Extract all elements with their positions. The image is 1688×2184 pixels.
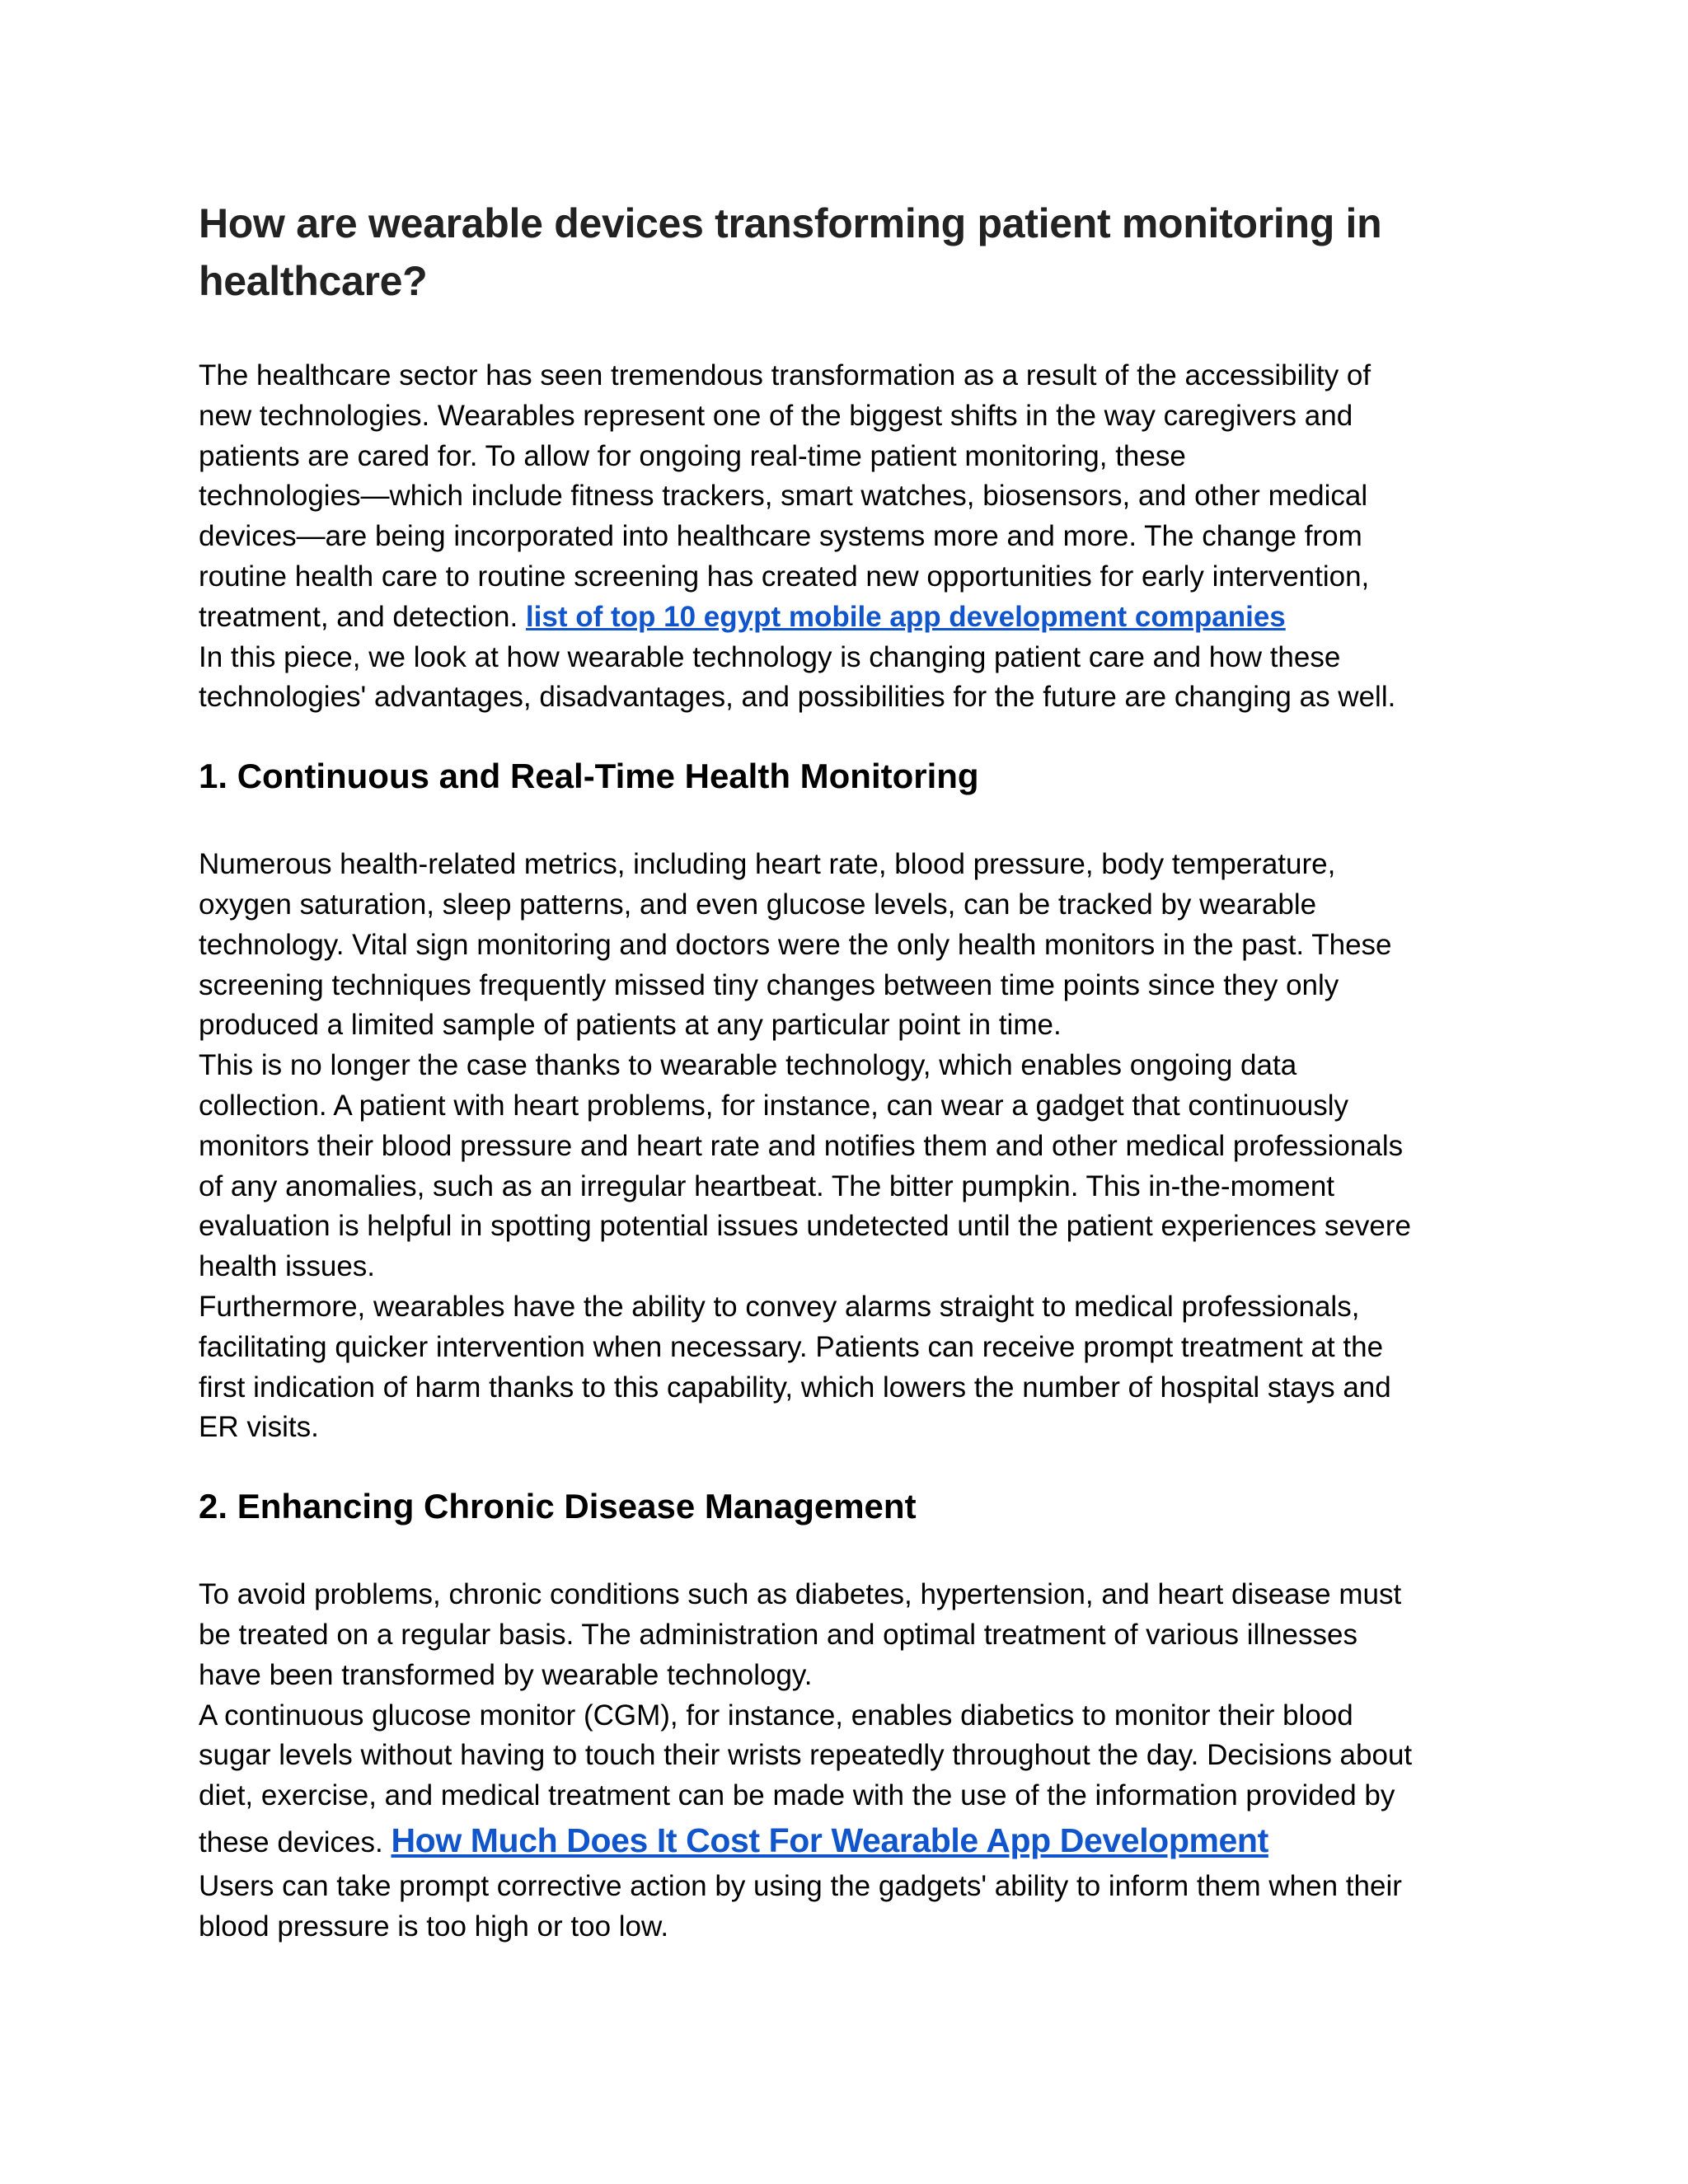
- title-line: healthcare?: [199, 258, 428, 304]
- section1-paragraph: [199, 845, 1493, 1448]
- section-heading-continuous-monitoring: 1. Continuous and Real-Time Health Monitoring: [199, 757, 979, 796]
- text-line: health issues.: [199, 1250, 376, 1283]
- wearable-app-cost-link[interactable]: How Much Does It Cost For Wearable App Development: [391, 1821, 1268, 1859]
- text-line: evaluation is helpful in spotting potential issues undetected until the patient experiences severe: [199, 1210, 1411, 1243]
- text-line: A continuous glucose monitor (CGM), for instance, enables diabetics to monitor their blood: [199, 1699, 1353, 1732]
- text-line: Furthermore, wearables have the ability to convey alarms straight to medical professionals,: [199, 1290, 1360, 1323]
- text-line: be treated on a regular basis. The administration and optimal treatment of various illnesses: [199, 1618, 1357, 1651]
- text-line: technologies' advantages, disadvantages, and possibilities for the future are changing as well.: [199, 681, 1396, 714]
- text-line-with-link: [199, 598, 1493, 638]
- document-title: [199, 194, 1493, 310]
- text-line: of any anomalies, such as an irregular heartbeat. The bitter pumpkin. This in-the-moment: [199, 1169, 1335, 1202]
- text-line: diet, exercise, and medical treatment can be made with the use of the information provided by: [199, 1779, 1395, 1812]
- text-line: oxygen saturation, sleep patterns, and even glucose levels, can be tracked by wearable: [199, 888, 1317, 921]
- text-line: have been transformed by wearable technology.: [199, 1658, 813, 1691]
- intro-paragraph: [199, 356, 1493, 718]
- section-heading-chronic-disease: 2. Enhancing Chronic Disease Management: [199, 1487, 917, 1526]
- text-line: technologies—which include fitness trackers, smart watches, biosensors, and other medical: [199, 480, 1368, 513]
- text-line: Users can take prompt corrective action by using the gadgets' ability to inform them when their: [199, 1869, 1402, 1902]
- text-line: new technologies. Wearables represent one of the biggest shifts in the way caregivers and: [199, 399, 1353, 432]
- title-line: How are wearable devices transforming patient monitoring in: [199, 200, 1382, 246]
- text-line: collection. A patient with heart problems, for instance, can wear a gadget that continuously: [199, 1089, 1348, 1122]
- text-line: This is no longer the case thanks to wearable technology, which enables ongoing data: [199, 1049, 1297, 1082]
- text-line: To avoid problems, chronic conditions such as diabetes, hypertension, and heart disease must: [199, 1578, 1402, 1611]
- text-line: patients are cared for. To allow for ongoing real-time patient monitoring, these: [199, 439, 1186, 472]
- text-line: screening techniques frequently missed tiny changes between time points since they only: [199, 968, 1339, 1001]
- text-line: monitors their blood pressure and heart rate and notifies them and other medical professionals: [199, 1129, 1404, 1162]
- text-line: routine health care to routine screening has created new opportunities for early intervention,: [199, 560, 1370, 593]
- text-line: ER visits.: [199, 1411, 319, 1444]
- egypt-companies-link[interactable]: list of top 10 egypt mobile app development companies: [525, 600, 1286, 633]
- text-line: Numerous health-related metrics, including heart rate, blood pressure, body temperature,: [199, 848, 1336, 881]
- text-line: devices—are being incorporated into healthcare systems more and more. The change from: [199, 520, 1362, 553]
- text-line: The healthcare sector has seen tremendous transformation as a result of the accessibility of: [199, 359, 1372, 391]
- text-fragment: treatment, and detection.: [199, 600, 526, 633]
- section2-paragraph: [199, 1575, 1493, 1947]
- text-line: facilitating quicker intervention when necessary. Patients can receive prompt treatment at the: [199, 1330, 1384, 1363]
- text-fragment: these devices.: [199, 1825, 392, 1858]
- text-line: produced a limited sample of patients at any particular point in time.: [199, 1009, 1062, 1042]
- text-line: technology. Vital sign monitoring and doctors were the only health monitors in the past. These: [199, 928, 1392, 961]
- text-line-with-link: [199, 1816, 1493, 1867]
- text-line: In this piece, we look at how wearable technology is changing patient care and how these: [199, 640, 1341, 673]
- text-line: sugar levels without having to touch their wrists repeatedly throughout the day. Decisions about: [199, 1739, 1413, 1772]
- text-line: first indication of harm thanks to this capability, which lowers the number of hospital stays and: [199, 1371, 1391, 1404]
- text-line: blood pressure is too high or too low.: [199, 1910, 669, 1943]
- document-page: [199, 194, 1493, 1947]
